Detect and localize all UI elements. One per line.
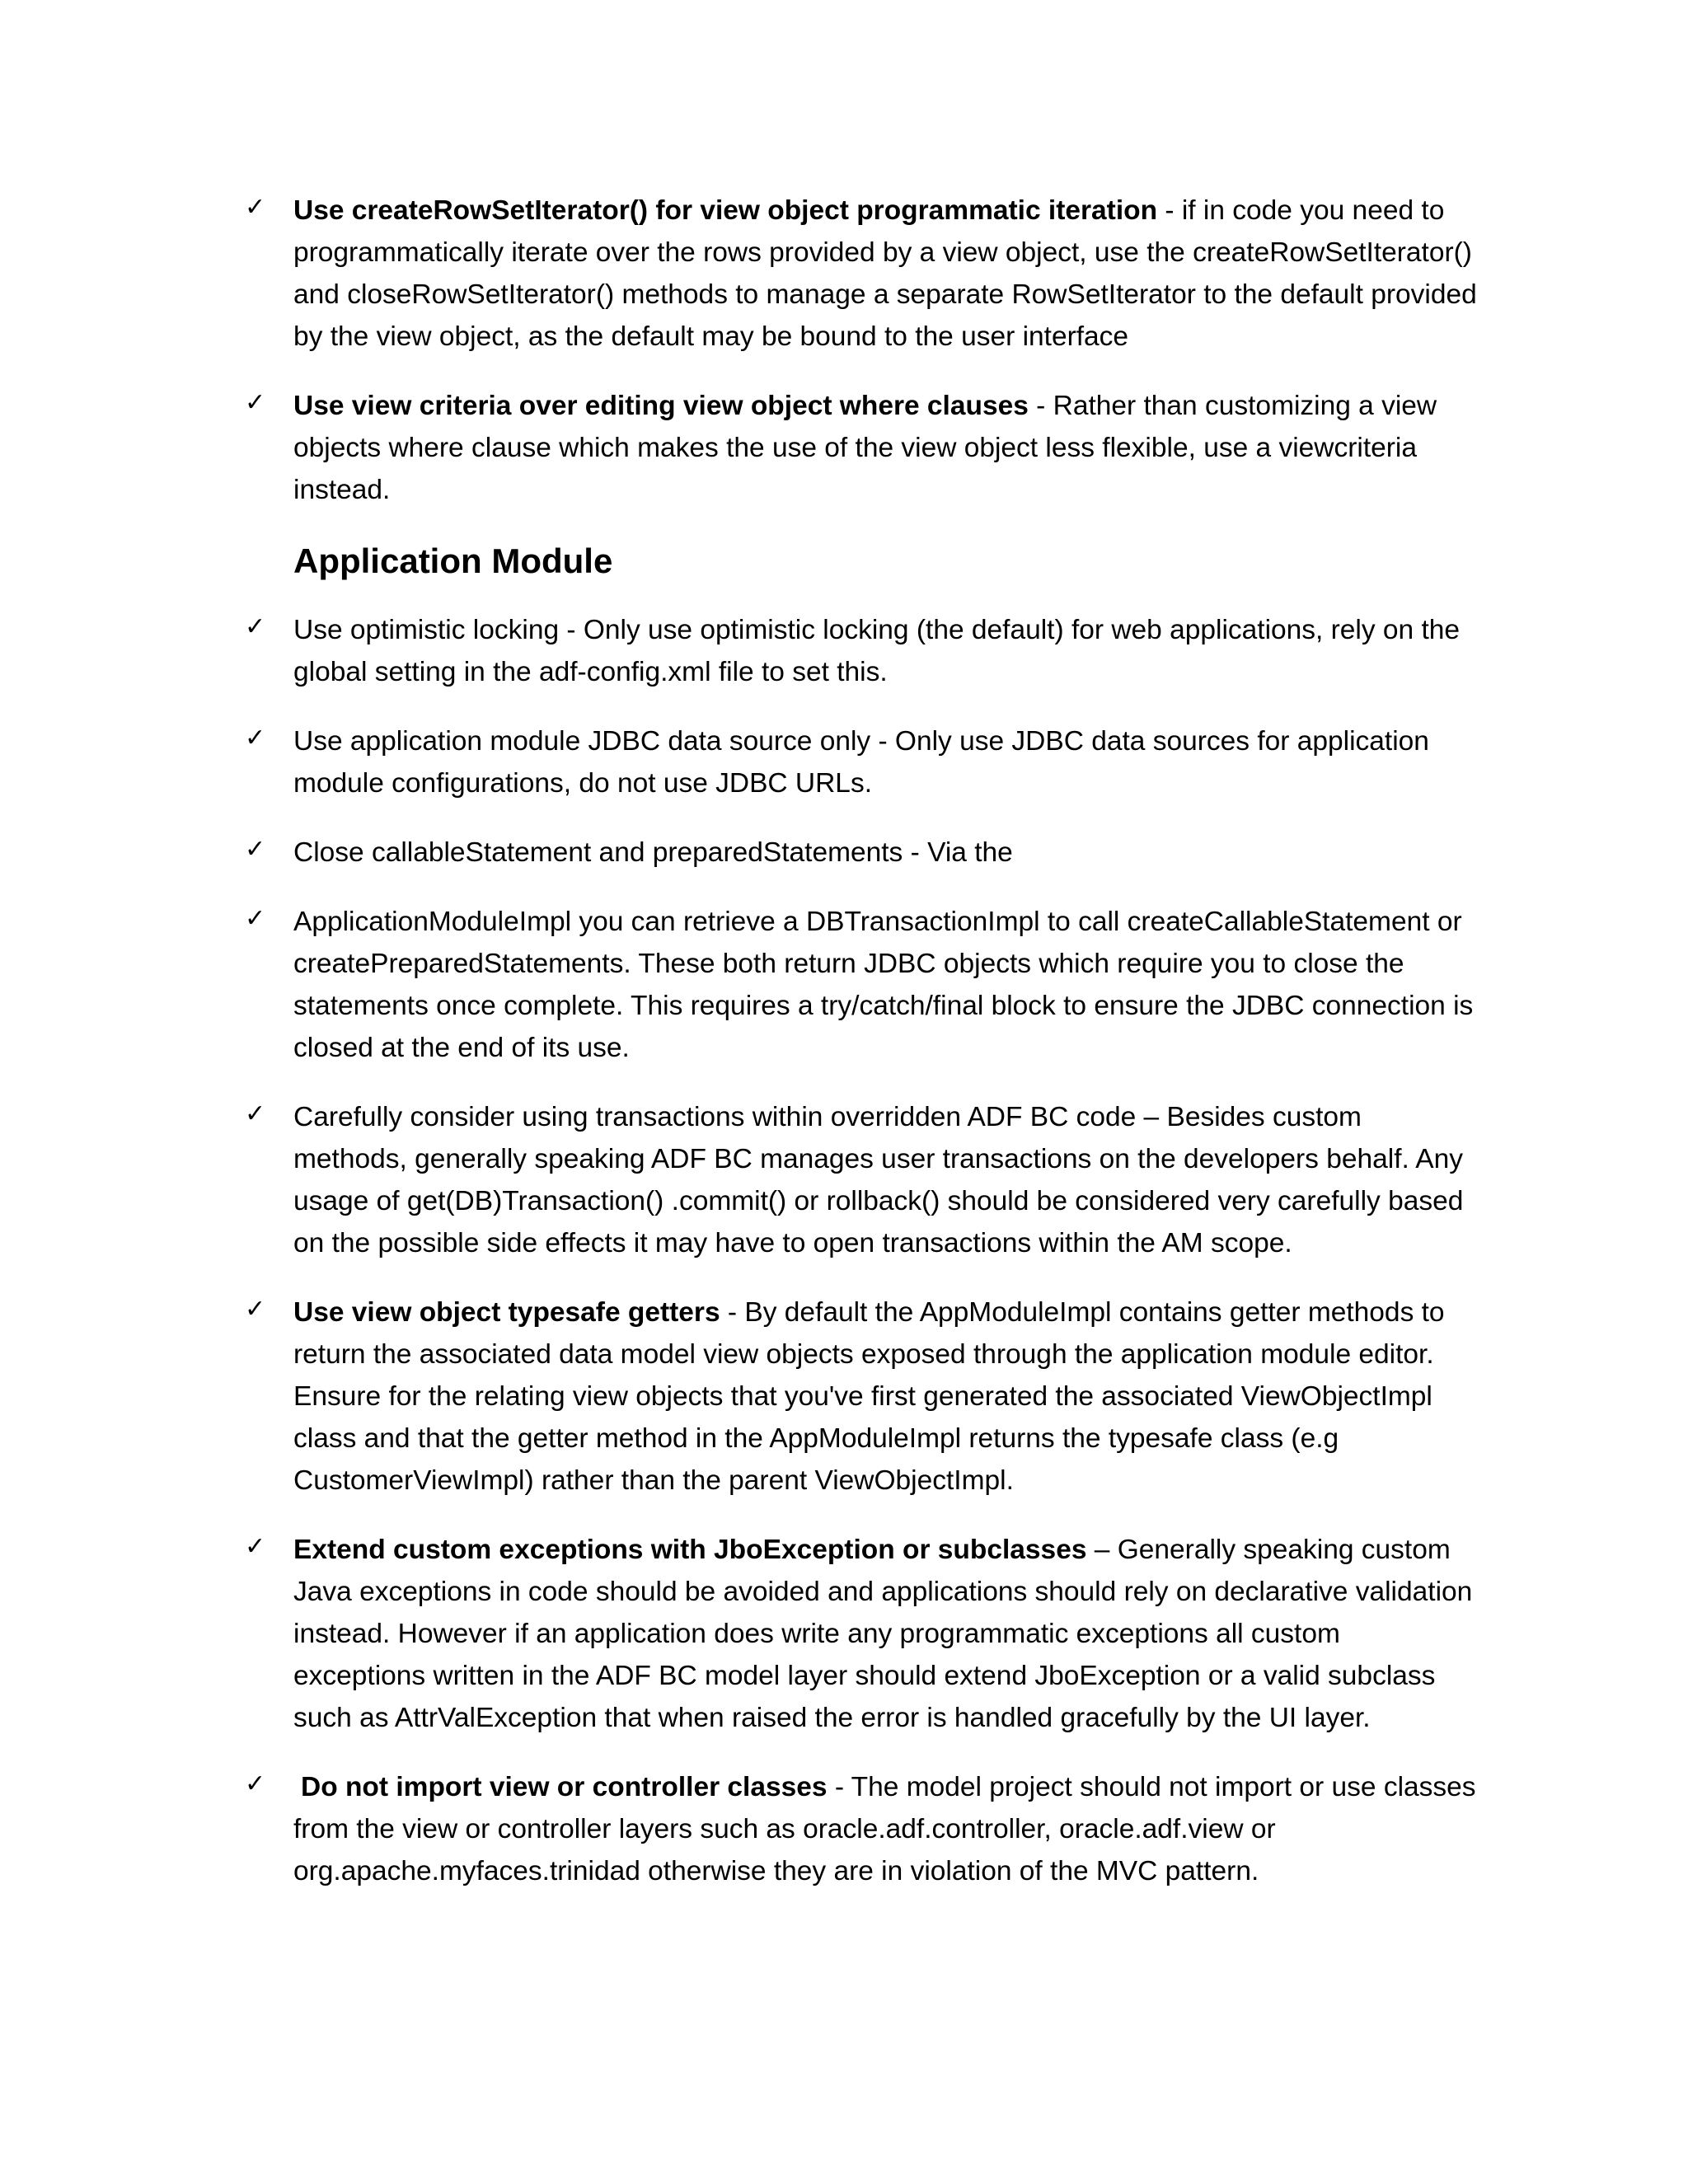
item-text: Use application module JDBC data source only - Only use JDBC data sources for application module configurations, do not use JDBC URLs. — [293, 726, 1429, 799]
checkmark-icon: ✓ — [245, 388, 266, 417]
checkmark-icon: ✓ — [245, 724, 266, 752]
item-text: Use optimistic locking - Only use optimistic locking (the default) for web applications, rely on the global setting in the adf-config.xml file to set this. — [293, 615, 1461, 687]
checkmark-icon: ✓ — [245, 612, 266, 641]
item-text: ApplicationModuleImpl you can retrieve a DBTransactionImpl to call createCallableStatement or createPreparedStatements. These both return JDBC objects which require you to close the statements once complete. This requires a try/catch/final block to ensure the JDBC connection is closed at the end of its use. — [293, 907, 1474, 1063]
item-title: Use createRowSetIterator() for view object programmatic iteration — [293, 195, 1158, 226]
item-title: Do not import view or controller classes — [301, 1772, 828, 1802]
item-text: – Generally speaking custom Java exceptions in code should be avoided and applications should rely on declarative validation instead. However if an application does write any programmatic exceptions all custom exceptions written in the ADF BC model layer should extend JboException or a valid subclass such as AttrValException that when raised the error is handled gracefully by the UI layer. — [293, 1535, 1473, 1733]
checkmark-icon: ✓ — [245, 1099, 266, 1128]
item-title: Use view criteria over editing view object where clauses — [293, 391, 1029, 421]
item-title: Use view object typesafe getters — [293, 1297, 720, 1328]
list-item — [243, 901, 1479, 1069]
checkmark-icon: ✓ — [245, 1769, 266, 1798]
list-item — [243, 832, 1479, 874]
item-text: Close callableStatement and preparedStatements - Via the — [293, 837, 1013, 868]
list-item — [243, 385, 1479, 511]
checkmark-icon: ✓ — [245, 1532, 266, 1561]
checkmark-icon: ✓ — [245, 835, 266, 864]
item-text: - Rather than customizing a view objects where clause which makes the use of the view object less flexible, use a viewcriteria instead. — [293, 391, 1437, 505]
guidelines-list — [243, 190, 1479, 1919]
list-item — [243, 720, 1479, 804]
list-item — [243, 1096, 1479, 1264]
list-item — [243, 1529, 1479, 1739]
item-title: Extend custom exceptions with JboException or subclasses — [293, 1535, 1087, 1565]
list-item — [243, 190, 1479, 358]
section-heading: Application Module — [293, 541, 613, 580]
list-item — [243, 1291, 1479, 1502]
item-text: Carefully consider using transactions within overridden ADF BC code – Besides custom methods, generally speaking ADF BC manages user transactions on the developers behalf. Any usage of get(DB)Transaction() .commit() or rollback() should be considered very carefully based on the possible side effects it may have to open transactions within the AM scope. — [293, 1102, 1464, 1258]
item-text: - if in code you need to programmatically iterate over the rows provided by a view object, use the createRowSetIterator() and closeRowSetIterator() methods to manage a separate RowSetIterator to the default provided by the view object, as the default may be bound to the user interface — [293, 195, 1477, 352]
list-item — [243, 1766, 1479, 1892]
checkmark-icon: ✓ — [245, 1295, 266, 1324]
item-text: - By default the AppModuleImpl contains getter methods to return the associated data model view objects exposed through the application module editor. Ensure for the relating view objects that you've first generated the associated ViewObjectImpl class and that the getter method in the AppModuleImpl returns the typesafe class (e.g CustomerViewImpl) rather than the parent ViewObjectImpl. — [293, 1297, 1445, 1496]
item-text: - The model project should not import or use classes from the view or controller layers such as oracle.adf.controller, oracle.adf.view or org.apache.myfaces.trinidad otherwise they are in violation of the MVC pattern. — [293, 1772, 1476, 1886]
checkmark-icon: ✓ — [245, 193, 266, 222]
checkmark-icon: ✓ — [245, 904, 266, 933]
list-item — [243, 609, 1479, 693]
